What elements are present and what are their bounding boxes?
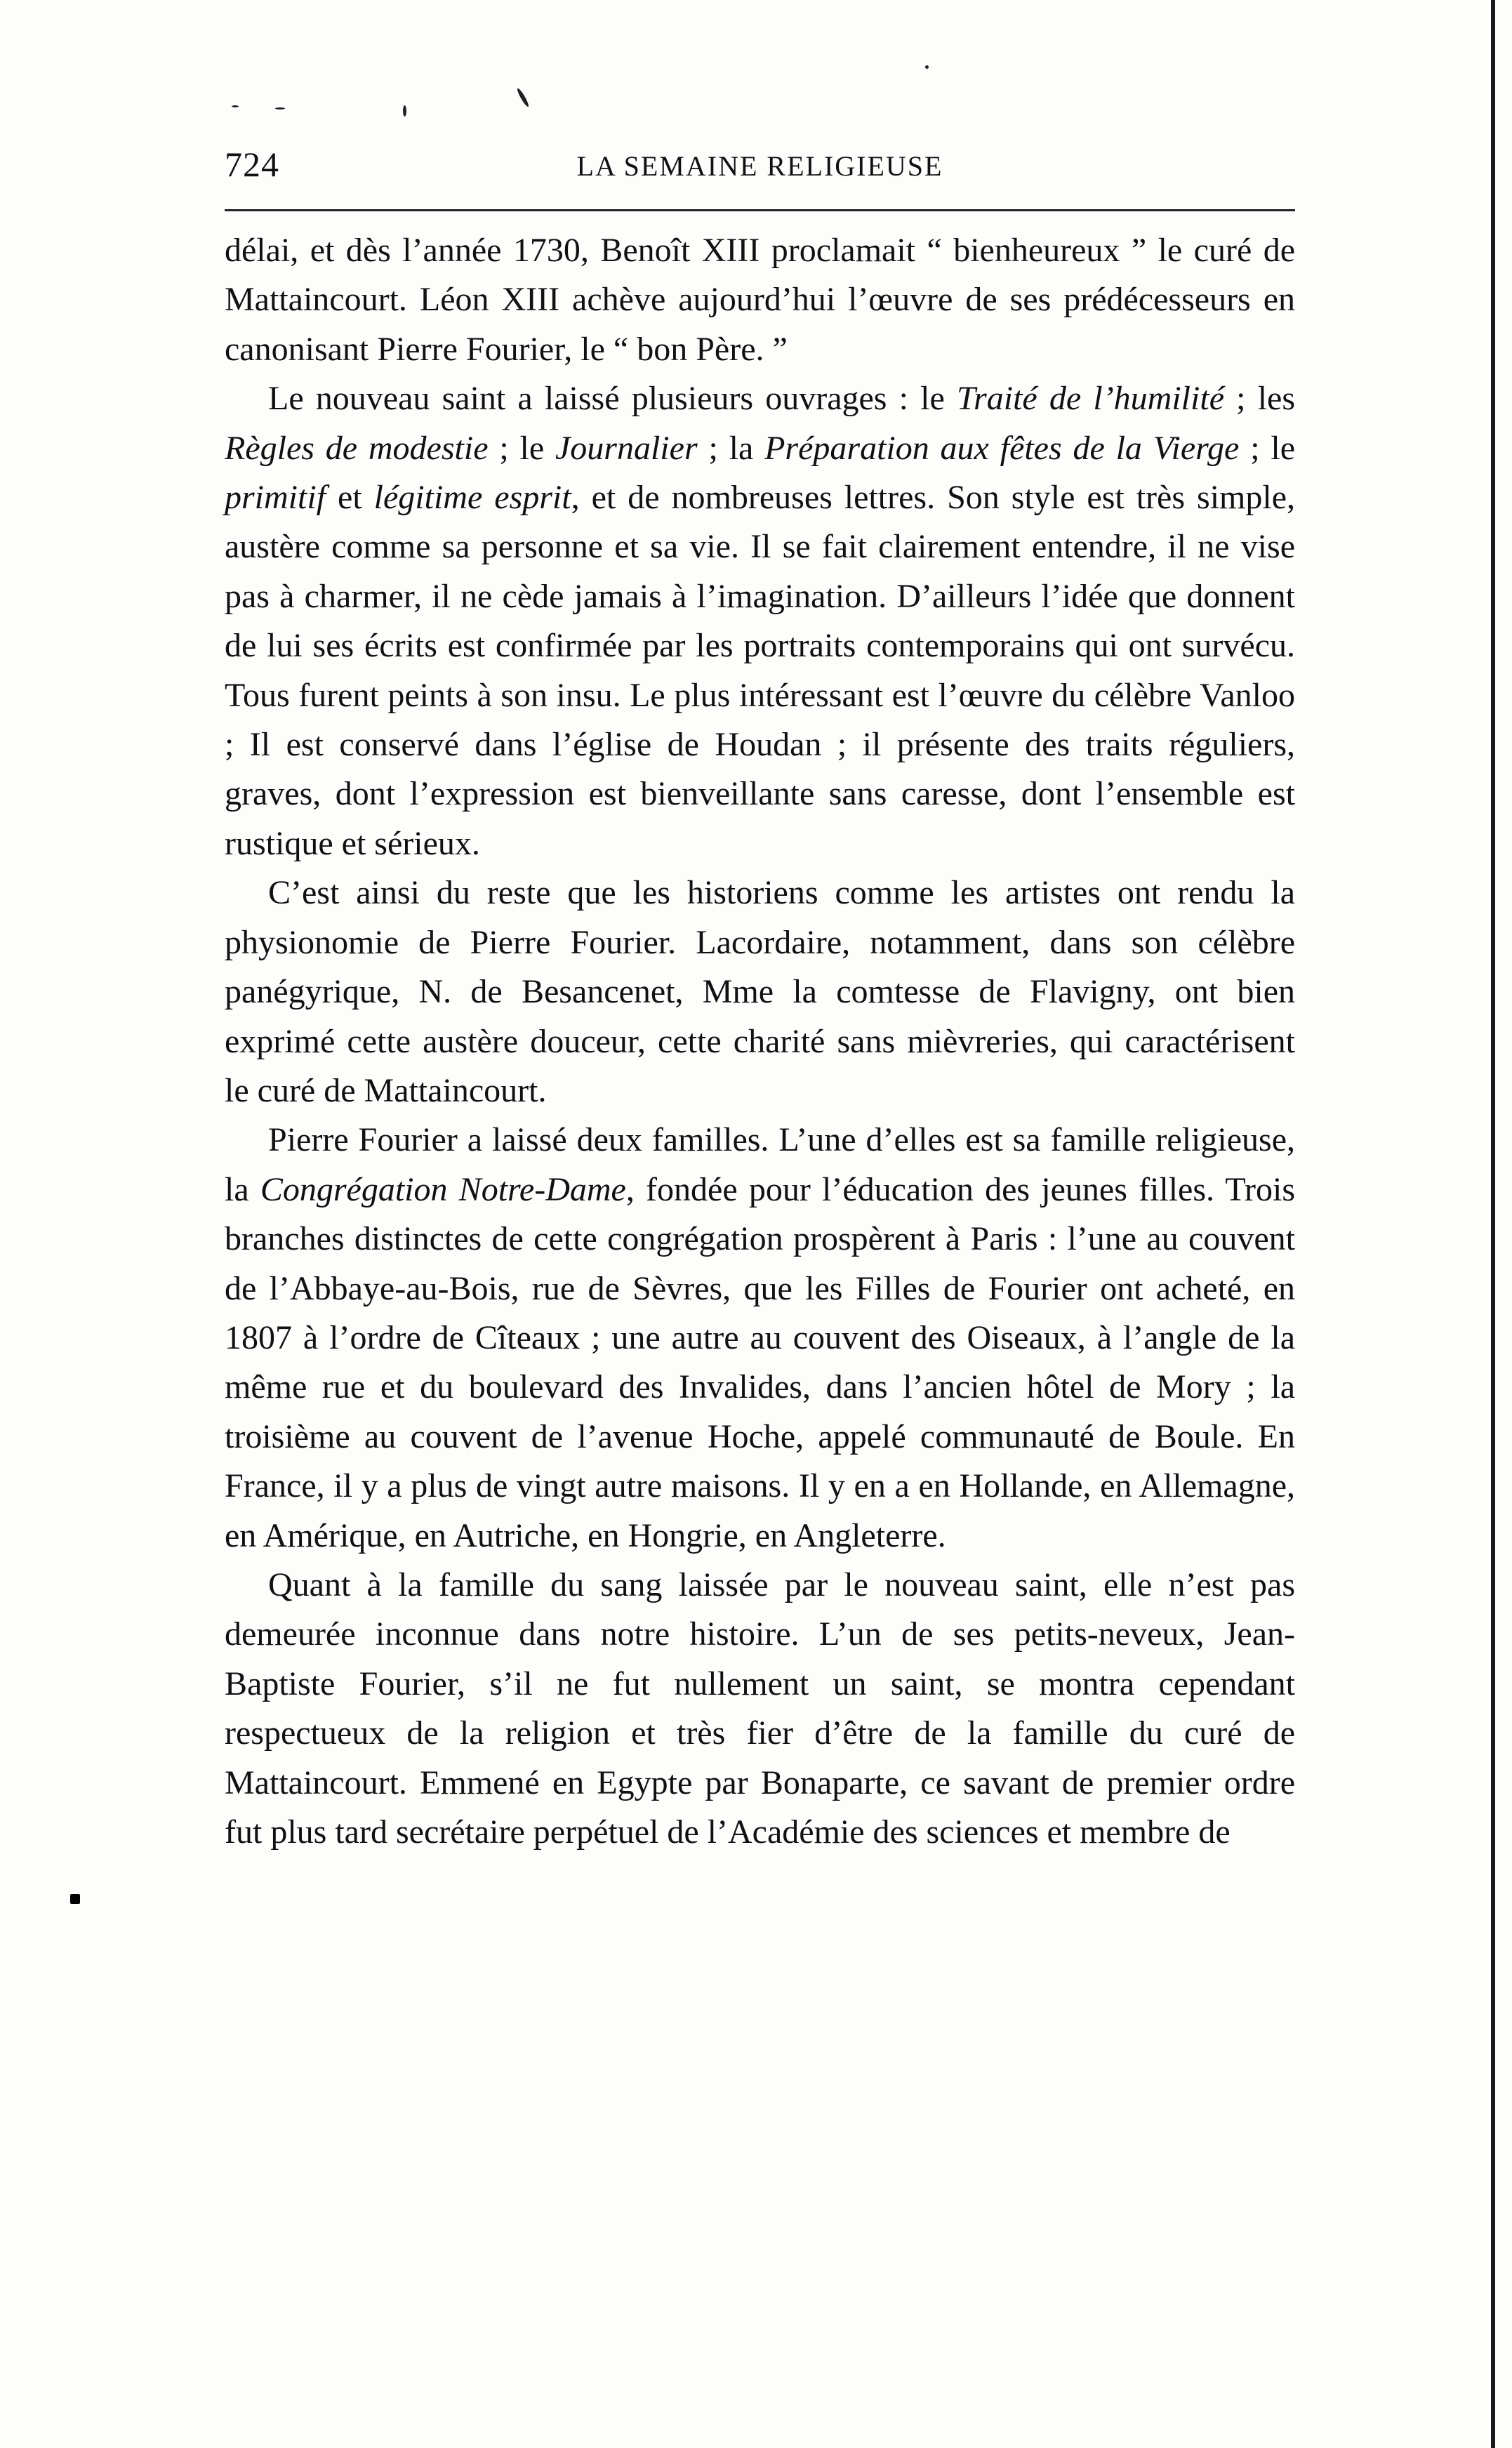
paragraph bbox=[225, 868, 1295, 1116]
italic-title: Journalier bbox=[555, 429, 698, 467]
page-header bbox=[225, 144, 1295, 193]
text-run: , et de nombreuses lettres. Son style est très simple, austère comme sa personne et sa vie. Il se fait clairement entendre, il ne vise pas à charmer, il ne cède jamais à l’imagination. D’ailleurs l’idée que donnent de lui ses écrits est confirmée par les portraits contemporains qui ont survécu. Tous furent peints à son insu. Le plus intéressant est l’œuvre du célèbre Vanloo ; Il est conservé dans l’église de Houdan ; il présente des traits réguliers, graves, dont l’expression est bienveillante sans caresse, dont l’ensemble est rustique et sérieux. bbox=[225, 479, 1296, 862]
body-text bbox=[225, 226, 1295, 1857]
paragraph bbox=[225, 1561, 1295, 1857]
page-number: 724 bbox=[225, 145, 279, 184]
text-run: ; la bbox=[697, 429, 765, 467]
text-run: Pierre Fourier a laissé deux familles. L’une d’elles est sa famille religieuse, la bbox=[225, 1121, 1295, 1208]
print-speck bbox=[275, 107, 285, 110]
text-run: ; le bbox=[488, 429, 555, 467]
print-speck bbox=[925, 65, 929, 69]
text-run: et bbox=[326, 479, 374, 517]
text-run: ; le bbox=[1239, 429, 1295, 467]
header-rule bbox=[225, 209, 1295, 211]
italic-title: Préparation aux fêtes de la Vierge bbox=[764, 429, 1240, 467]
text-run: Le nouveau saint a laissé plusieurs ouvrages : le bbox=[268, 380, 957, 418]
paragraph bbox=[225, 1116, 1295, 1561]
italic-title: légitime esprit bbox=[373, 479, 571, 517]
paragraph bbox=[225, 226, 1295, 374]
italic-title: Congrégation Notre-Dame bbox=[260, 1170, 626, 1208]
italic-title: Traité de l’humilité bbox=[957, 380, 1224, 418]
text-run: Quant à la famille du sang laissée par le nouveau saint, elle n’est pas demeurée inconnue dans notre histoire. L’un de ses petits-neveux, Jean-Baptiste Fourier, s’il ne fut nullement un saint, se montra cependant respectueux de la religion et très fier d’être de la famille du curé de Mattaincourt. Emmené en Egypte par Bonaparte, ce savant de premier ordre fut plus tard secrétaire perpétuel de l’Académie des sciences et membre de bbox=[225, 1566, 1295, 1851]
print-speck bbox=[516, 88, 530, 108]
print-speck bbox=[232, 105, 239, 107]
text-run: , fondée pour l’éducation des jeunes filles. Trois branches distinctes de cette congrégation prospèrent à Paris : l’une au couvent de l’Abbaye-au-Bois, rue de Sèvres, que les Filles de Fourier ont acheté, en 1807 à l’ordre de Cîteaux ; une autre au couvent des Oiseaux, à l’angle de la même rue et du boulevard des Invalides, dans l’ancien hôtel de Mory ; la troisième au couvent de l’avenue Hoche, appelé communauté de Boule. En France, il y a plus de vingt autre maisons. Il y en a en Hollande, en Allemagne, en Amérique, en Autriche, en Hongrie, en Angleterre. bbox=[225, 1170, 1295, 1554]
text-run: ; les bbox=[1224, 380, 1296, 418]
italic-title: primitif bbox=[225, 479, 326, 517]
paragraph bbox=[225, 374, 1295, 868]
italic-title: Règles de modestie bbox=[225, 429, 489, 467]
margin-mark bbox=[70, 1894, 80, 1904]
text-run: C’est ainsi du reste que les historiens comme les artistes ont rendu la physionomie de Pierre Fourier. Lacordaire, notamment, dans son célèbre panégyrique, N. de Besancenet, Mme la comtesse de Flavigny, ont bien exprimé cette austère douceur, cette charité sans mièvreries, qui caractérisent le curé de Mattaincourt. bbox=[225, 874, 1295, 1109]
print-speck bbox=[403, 105, 406, 117]
page-edge-shadow bbox=[1491, 0, 1495, 2448]
running-title: LA SEMAINE RELIGIEUSE bbox=[576, 150, 943, 182]
text-run: délai, et dès l’année 1730, Benoît XIII proclamait “ bienheureux ” le curé de Mattaincourt. Léon XIII achève aujourd’hui l’œuvre de ses prédécesseurs en canonisant Pierre Fourier, le “ bon Père. ” bbox=[225, 232, 1295, 368]
